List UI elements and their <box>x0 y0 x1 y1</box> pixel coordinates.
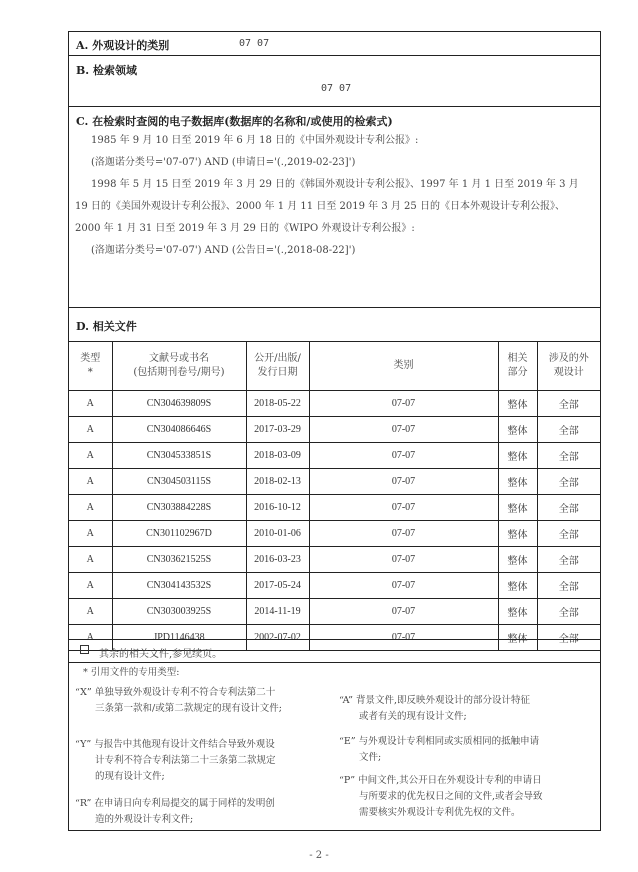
database-line: 1998 年 5 月 15 日至 2019 年 3 月 29 日的《韩国外观设计专利公报》、1997 年 1 月 1 日至 2019 年 3 月 <box>91 179 579 190</box>
section-d-header: D. 相关文件 <box>76 320 137 333</box>
table-row: A CN303621525S 2016-03-23 07-07 整体 全部 <box>69 547 600 573</box>
table-row: A CN304086646S 2017-03-29 07-07 整体 全部 <box>69 417 600 443</box>
note-e: “E” 与外观设计专利相同或实质相同的抵触申请 文件; <box>339 736 540 763</box>
table-row: A CN304533851S 2018-03-09 07-07 整体 全部 <box>69 443 600 469</box>
report-frame <box>68 31 601 831</box>
column-header-document: 文献号或书名 (包括期刊卷号/期号) <box>112 342 246 391</box>
column-header-class: 类别 <box>309 342 498 391</box>
database-line: 19 日的《美国外观设计专利公报》、2000 年 1 月 11 日至 2019 年 3 月 25 日的《日本外观设计专利公报》、 <box>75 201 565 212</box>
section-b <box>69 56 600 107</box>
table-row: A CN304143532S 2017-05-24 07-07 整体 全部 <box>69 573 600 599</box>
table-row: A JPD1146438 2002-07-02 07-07 整体 全部 <box>69 625 600 651</box>
table-row: A CN304503115S 2018-02-13 07-07 整体 全部 <box>69 469 600 495</box>
search-query-line: (洛迦诺分类号='07-07') AND (申请日='(.,2019-02-23]') <box>91 157 356 168</box>
section-b-header: B. 检索领域 <box>76 64 137 77</box>
column-header-relevant-part: 相关 部分 <box>498 342 537 391</box>
page-number: - 2 - <box>309 850 329 861</box>
other-documents-checkbox[interactable] <box>80 645 89 654</box>
table-row: A CN304639809S 2018-05-22 07-07 整体 全部 <box>69 391 600 417</box>
design-class-value: 07 07 <box>239 38 270 49</box>
column-header-type: 类型 * <box>69 342 112 391</box>
database-line: 1985 年 9 月 10 日至 2019 年 6 月 18 日的《中国外观设计专利公报》: <box>91 135 419 146</box>
note-x: “X” 单独导致外观设计专利不符合专利法第二十 三条第一款和/或第二款规定的现有设计文件; <box>75 687 282 714</box>
search-field-value: 07 07 <box>321 83 352 94</box>
table-header-row <box>69 342 600 391</box>
table-row: A CN303003925S 2014-11-19 07-07 整体 全部 <box>69 599 600 625</box>
related-documents-table <box>69 341 600 651</box>
section-c <box>69 107 600 308</box>
column-header-date: 公开/出版/ 发行日期 <box>246 342 309 391</box>
database-line: 2000 年 1 月 31 日至 2019 年 3 月 29 日的《WIPO 外观设计专利公报》: <box>75 223 415 234</box>
column-header-involved-design: 涉及的外 观设计 <box>537 342 600 391</box>
table-row: A CN303884228S 2016-10-12 07-07 整体 全部 <box>69 495 600 521</box>
search-query-line: (洛迦诺分类号='07-07') AND (公告日='(.,2018-08-22]') <box>91 245 356 256</box>
other-documents-label: 其余的相关文件,参见续页。 <box>99 649 223 660</box>
other-documents-row <box>69 639 600 663</box>
table-row: A CN301102967D 2010-01-06 07-07 整体 全部 <box>69 521 600 547</box>
note-r: “R” 在申请日向专利局提交的属于同样的发明创 造的外观设计专利文件; <box>75 798 275 825</box>
note-a: “A” 背景文件,即反映外观设计的部分设计特征 或者有关的现有设计文件; <box>339 695 530 722</box>
note-y: “Y” 与报告中其他现有设计文件结合导致外观设 计专利不符合专利法第二十三条第二款规定 的现有设计文件; <box>75 739 276 782</box>
section-a <box>69 32 600 56</box>
section-a-header: A. 外观设计的类别 <box>76 39 170 52</box>
notes-title: * 引用文件的专用类型: <box>83 667 180 678</box>
section-c-header: C. 在检索时查阅的电子数据库(数据库的名称和/或使用的检索式) <box>76 115 393 128</box>
note-p: “P” 中间文件,其公开日在外观设计专利的申请日 与所要求的优先权日之间的文件,或者会导致 需要核实外观设计专利优先权的文件。 <box>339 775 543 818</box>
